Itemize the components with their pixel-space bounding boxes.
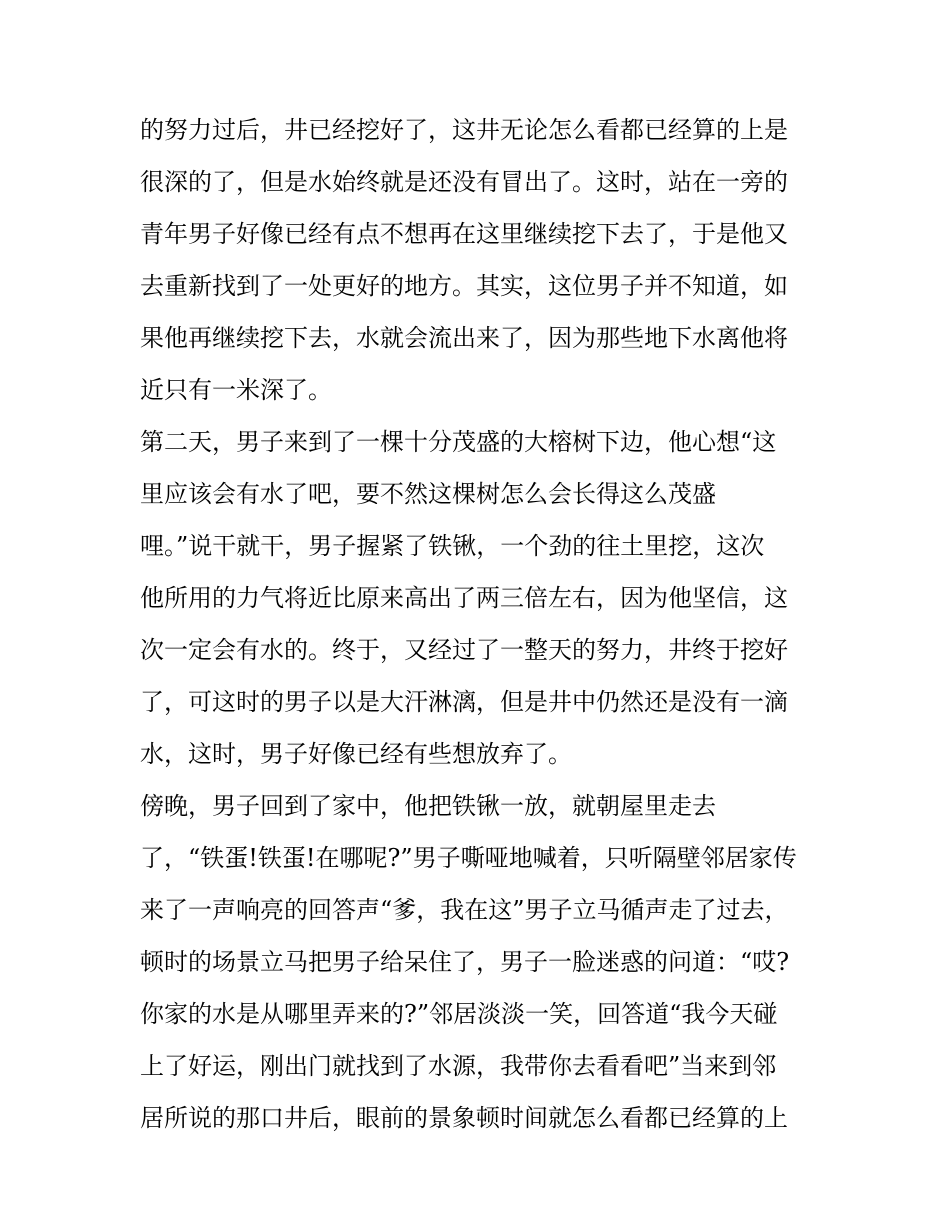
text-line: 的努力过后，井已经挖好了，这井无论怎么看都已经算的上是 bbox=[140, 116, 788, 144]
text-line: 他所用的力气将近比原来高出了两三倍左右，因为他坚信，这 bbox=[140, 584, 788, 612]
text-line: 里应该会有水了吧，要不然这棵树怎么会长得这么茂盛 bbox=[140, 480, 716, 508]
text-line: 居所说的那口井后，眼前的景象顿时间就怎么看都已经算的上 bbox=[140, 1104, 788, 1132]
text-line: 第二天，男子来到了一棵十分茂盛的大榕树下边，他心想“这 bbox=[140, 428, 777, 456]
text-line: 哩。”说干就干，男子握紧了铁锹，一个劲的往土里挖，这次 bbox=[140, 532, 765, 560]
text-line: 了，可这时的男子以是大汗淋漓，但是井中仍然还是没有一滴 bbox=[140, 688, 788, 716]
text-line: 你家的水是从哪里弄来的?”邻居淡淡一笑，回答道“我今天碰 bbox=[140, 1000, 778, 1028]
text-line: 次一定会有水的。终于，又经过了一整天的努力，井终于挖好 bbox=[140, 636, 788, 664]
text-line: 青年男子好像已经有点不想再在这里继续挖下去了，于是他又 bbox=[140, 220, 788, 248]
text-line: 水，这时，男子好像已经有些想放弃了。 bbox=[140, 740, 572, 768]
text-line: 顿时的场景立马把男子给呆住了，男子一脸迷惑的问道：“哎? bbox=[140, 948, 790, 976]
text-line: 近只有一米深了。 bbox=[140, 376, 332, 404]
text-line: 很深的了，但是水始终就是还没有冒出了。这时，站在一旁的 bbox=[140, 168, 788, 196]
text-line: 来了一声响亮的回答声“爹，我在这”男子立马循声走了过去， bbox=[140, 896, 789, 924]
text-line: 果他再继续挖下去，水就会流出来了，因为那些地下水离他将 bbox=[140, 324, 788, 352]
text-line: 了，“铁蛋!铁蛋!在哪呢?”男子嘶哑地喊着，只听隔壁邻居家传 bbox=[140, 844, 797, 872]
text-line: 去重新找到了一处更好的地方。其实，这位男子并不知道，如 bbox=[140, 272, 788, 300]
text-line: 傍晚，男子回到了家中，他把铁锹一放，就朝屋里走去 bbox=[140, 792, 716, 820]
text-line: 上了好运，刚出门就找到了水源，我带你去看看吧”当来到邻 bbox=[140, 1052, 777, 1080]
